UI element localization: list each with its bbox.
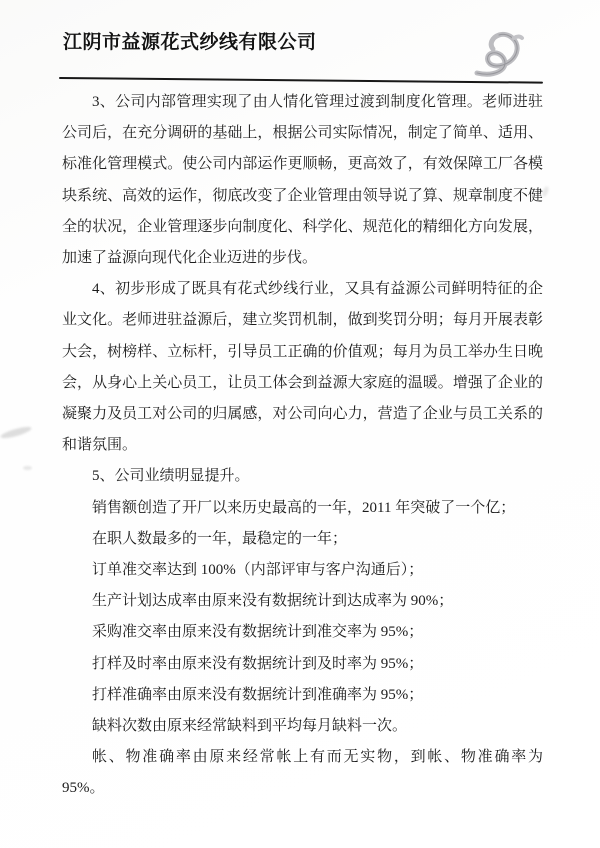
scan-smudge xyxy=(23,466,32,470)
metric-line-sample-accuracy: 打样准确率由原来没有数据统计到准确率为 95%； xyxy=(92,686,424,703)
metric-line-production-rate: 生产计划达成率由原来没有数据统计到达成率为 90%； xyxy=(92,593,454,610)
document-body xyxy=(62,87,543,805)
metric-line-headcount: 在职人数最多的一年，最稳定的一年； xyxy=(92,530,348,547)
paragraph-section-5-heading: 5、公司业绩明显提升。 xyxy=(92,468,250,485)
metric-line-material-shortage: 缺料次数由原来经常缺料到平均每月缺料一次。 xyxy=(92,718,408,735)
paragraph-section-3: 3、公司内部管理实现了由人情化管理过渡到制度化管理。老师进驻公司后，在充分调研的基础上，根据公司实际情况，制定了简单、适用、标准化管理模式。使公司内部运作更顺畅，更高效了，有效保障工厂各模块系统、高效的运作，彻底改变了企业管理由领导说了算、规章制度不健全的状况，企业管理逐步向制度化、科学化、规范化的精细化方向发展，加速了益源向现代化企业迈进的步伐。 xyxy=(62,94,543,267)
metric-line-purchase-rate: 采购准交率由原来没有数据统计到准交率为 95%； xyxy=(92,624,424,641)
metric-line-order-rate: 订单准交率达到 100%（内部评审与客户沟通后）； xyxy=(92,562,424,579)
metric-line-sample-ontime: 打样及时率由原来没有数据统计到及时率为 95%； xyxy=(92,655,424,672)
scan-smudge xyxy=(0,425,32,441)
yarn-knot-icon xyxy=(470,28,536,78)
metric-line-sales: 销售额创造了开厂以来历史最高的一年，2011 年突破了一个亿； xyxy=(92,499,516,516)
header-divider xyxy=(59,77,543,84)
metric-line-inventory-accuracy: 帐、物准确率由原来经常帐上有而无实物，到帐、物准确率为 95%。 xyxy=(62,749,543,797)
company-name-title: 江阴市益源花式纱线有限公司 xyxy=(63,32,317,53)
paragraph-section-4: 4、初步形成了既具有花式纱线行业，又具有益源公司鲜明特征的企业文化。老师进驻益源后，建立奖罚机制，做到奖罚分明；每月开展表彰大会，树榜样、立标杆，引导员工正确的价值观；每月为员工举办生日晚会，从身心上关心员工，让员工体会到益源大家庭的温暖。增强了企业的凝聚力及员工对公司的归属感，对公司向心力，营造了企业与员工关系的和谐氛围。 xyxy=(62,281,543,454)
